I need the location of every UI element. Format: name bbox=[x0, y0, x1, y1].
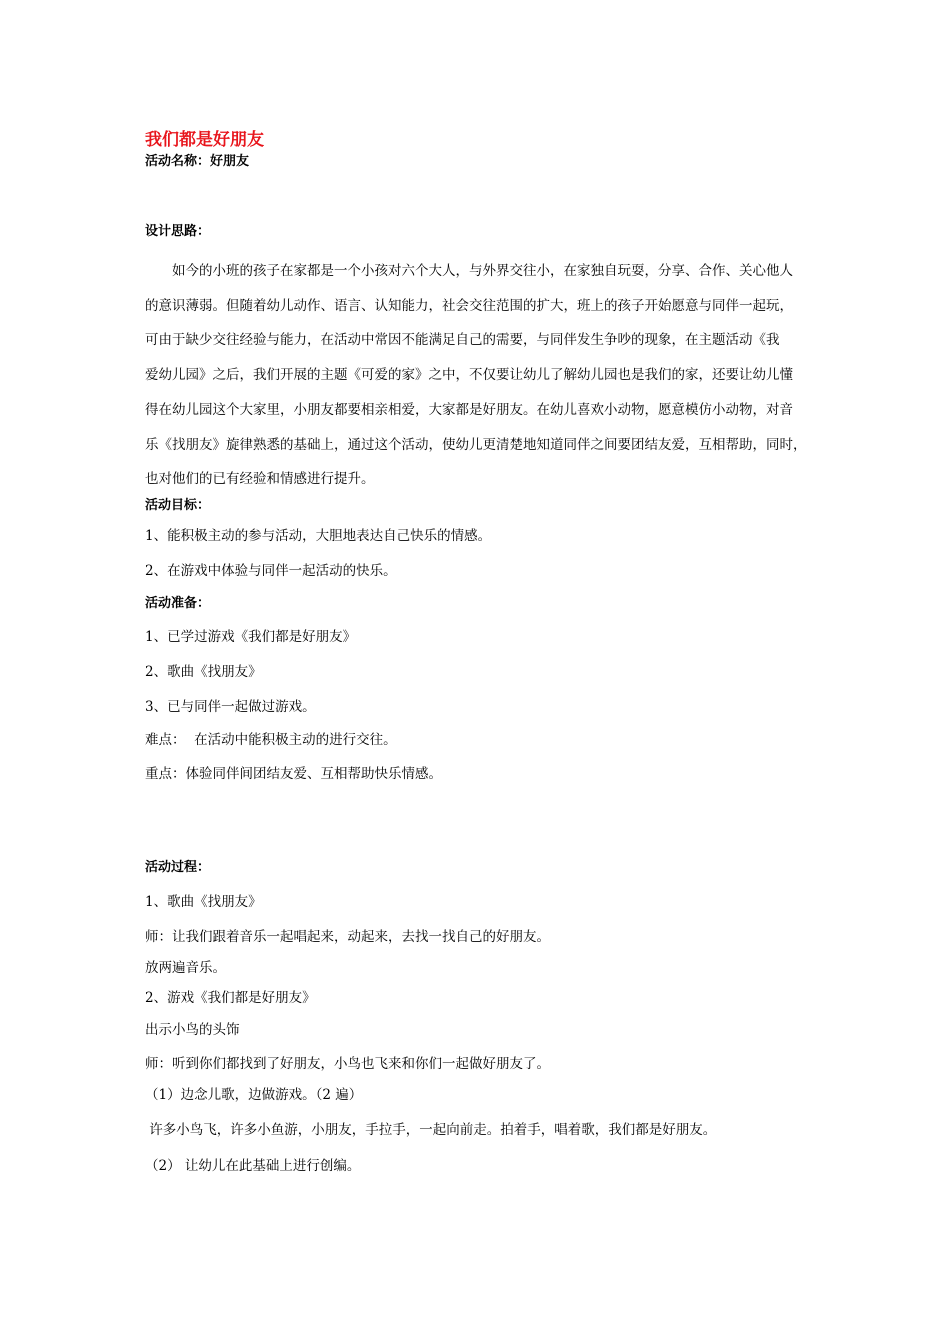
design-line: 的意识薄弱。但随着幼儿动作、语言、认知能力，社会交往范围的扩大，班上的孩子开始愿意与同伴一起玩， bbox=[145, 297, 793, 314]
prep-item: 2、歌曲《找朋友》 bbox=[145, 664, 262, 680]
prep-item: 1、已学过游戏《我们都是好朋友》 bbox=[145, 629, 357, 645]
document-title: 我们都是好朋友 bbox=[145, 130, 264, 150]
process-item: 出示小鸟的头饰 bbox=[145, 1022, 240, 1038]
process-item: 1、歌曲《找朋友》 bbox=[145, 894, 262, 910]
process-item: （2） 让幼儿在此基础上进行创编。 bbox=[145, 1158, 361, 1174]
process-item: （1）边念儿歌，边做游戏。（2 遍） bbox=[145, 1087, 363, 1103]
design-line: 得在幼儿园这个大家里，小朋友都要相亲相爱，大家都是好朋友。在幼儿喜欢小动物，愿意模仿小动物，对音 bbox=[145, 401, 793, 418]
design-line: 也对他们的已有经验和情感进行提升。 bbox=[145, 471, 375, 488]
design-paragraph bbox=[145, 254, 807, 497]
process-item: 放两遍音乐。 bbox=[145, 960, 226, 976]
difficulty-text: 难点： 在活动中能积极主动的进行交往。 bbox=[145, 732, 397, 748]
process-item: 师：让我们跟着音乐一起唱起来，动起来，去找一找自己的好朋友。 bbox=[145, 929, 550, 945]
activity-name: 活动名称：好朋友 bbox=[145, 154, 250, 169]
design-line: 可由于缺少交往经验与能力，在活动中常因不能满足自己的需要，与同伴发生争吵的现象，在主题活动《我 bbox=[145, 332, 780, 349]
prep-heading: 活动准备： bbox=[145, 596, 211, 611]
goals-heading: 活动目标： bbox=[145, 498, 211, 513]
process-item: 许多小鸟飞，许多小鱼游，小朋友，手拉手，一起向前走。拍着手，唱着歌，我们都是好朋友。 bbox=[145, 1122, 717, 1138]
design-heading: 设计思路： bbox=[145, 224, 211, 239]
goal-item: 2、在游戏中体验与同伴一起活动的快乐。 bbox=[145, 563, 397, 579]
process-item: 2、游戏《我们都是好朋友》 bbox=[145, 990, 316, 1006]
goal-item: 1、能积极主动的参与活动，大胆地表达自己快乐的情感。 bbox=[145, 528, 492, 544]
design-line: 爱幼儿园》之后，我们开展的主题《可爱的家》之中，不仅要让幼儿了解幼儿园也是我们的家，还要让幼儿懂 bbox=[145, 367, 793, 384]
process-item: 师：听到你们都找到了好朋友，小鸟也飞来和你们一起做好朋友了。 bbox=[145, 1056, 550, 1072]
key-point-text: 重点：体验同伴间团结友爱、互相帮助快乐情感。 bbox=[145, 766, 442, 782]
design-line: 乐《找朋友》旋律熟悉的基础上，通过这个活动，使幼儿更清楚地知道同伴之间要团结友爱，互相帮助，同时， bbox=[145, 436, 807, 453]
process-heading: 活动过程： bbox=[145, 860, 211, 875]
design-line: 如今的小班的孩子在家都是一个小孩对六个大人，与外界交往小，在家独自玩耍，分享、合作、关心他人 bbox=[172, 263, 793, 279]
prep-item: 3、已与同伴一起做过游戏。 bbox=[145, 699, 316, 715]
